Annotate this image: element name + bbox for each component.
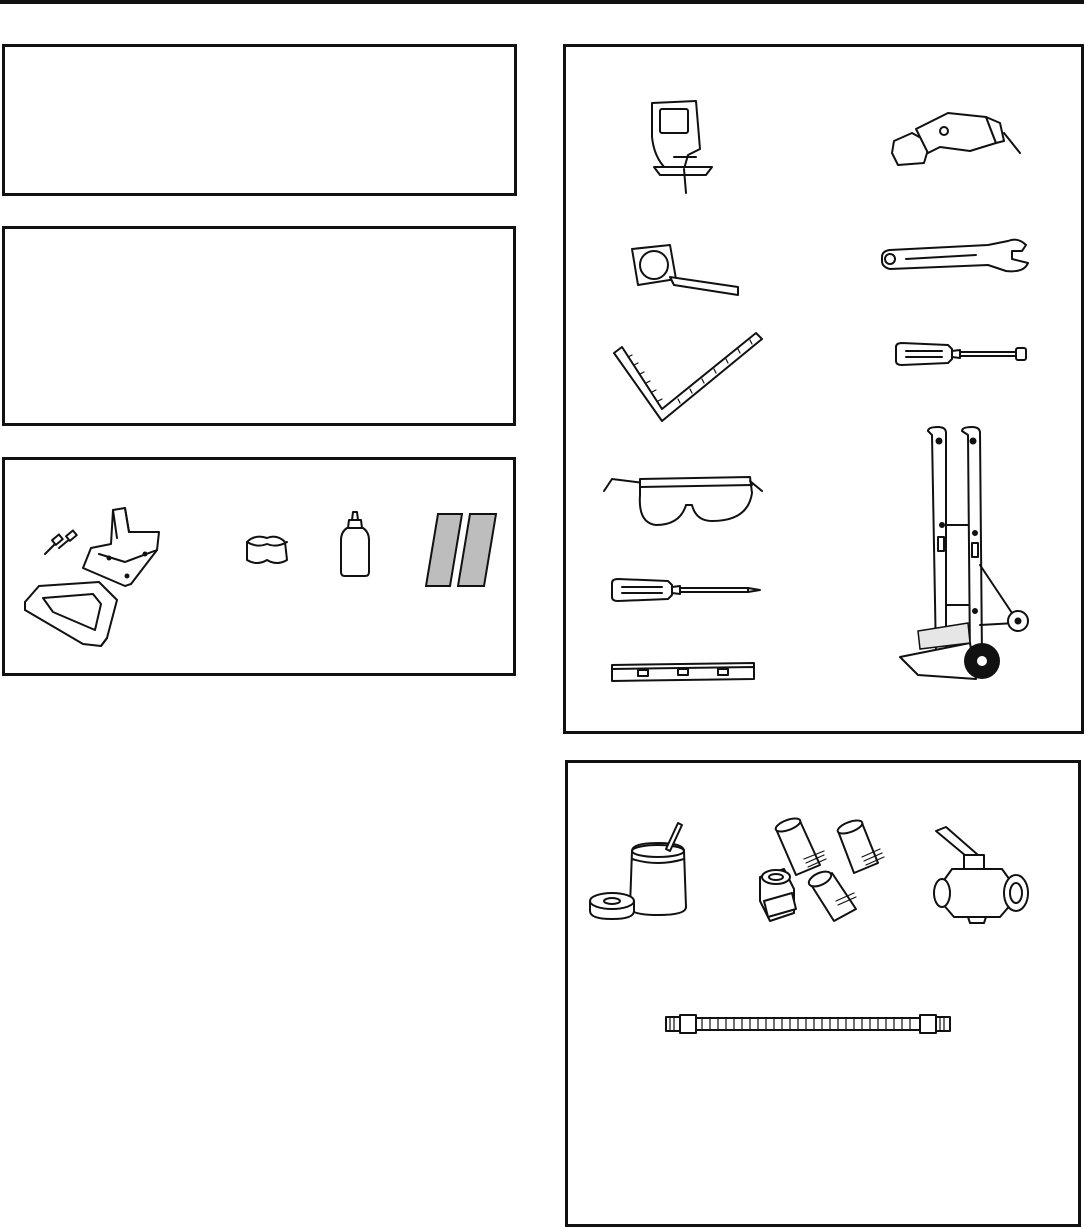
phillips-screwdriver-icon xyxy=(608,575,768,605)
elbow-icon xyxy=(243,532,303,572)
anti-tip-bracket-kit-icon xyxy=(13,502,173,652)
materials-needed-box xyxy=(565,760,1081,1227)
jig-saw-icon xyxy=(644,97,724,197)
info-box-middle xyxy=(2,226,516,426)
level-icon xyxy=(608,659,758,687)
teflon-tape-icon xyxy=(586,887,646,927)
gas-shutoff-valve-icon xyxy=(928,825,1038,925)
electric-drill-icon xyxy=(888,103,1028,173)
tape-measure-icon xyxy=(626,237,746,307)
liquid-leak-detector-icon xyxy=(337,510,377,580)
carpenters-square-icon xyxy=(608,331,768,431)
wood-shims-icon xyxy=(420,510,510,590)
header-rule xyxy=(0,0,1084,4)
pipe-unions-icon xyxy=(754,863,864,943)
hand-truck-icon xyxy=(898,425,1038,687)
tools-needed-box xyxy=(563,44,1084,734)
flexible-gas-connector-icon xyxy=(662,1009,954,1039)
nut-driver-icon xyxy=(892,339,1032,369)
parts-included-box xyxy=(2,457,516,676)
safety-glasses-icon xyxy=(600,465,770,535)
info-box-top xyxy=(2,44,517,196)
adjustable-wrench-icon xyxy=(876,235,1036,285)
